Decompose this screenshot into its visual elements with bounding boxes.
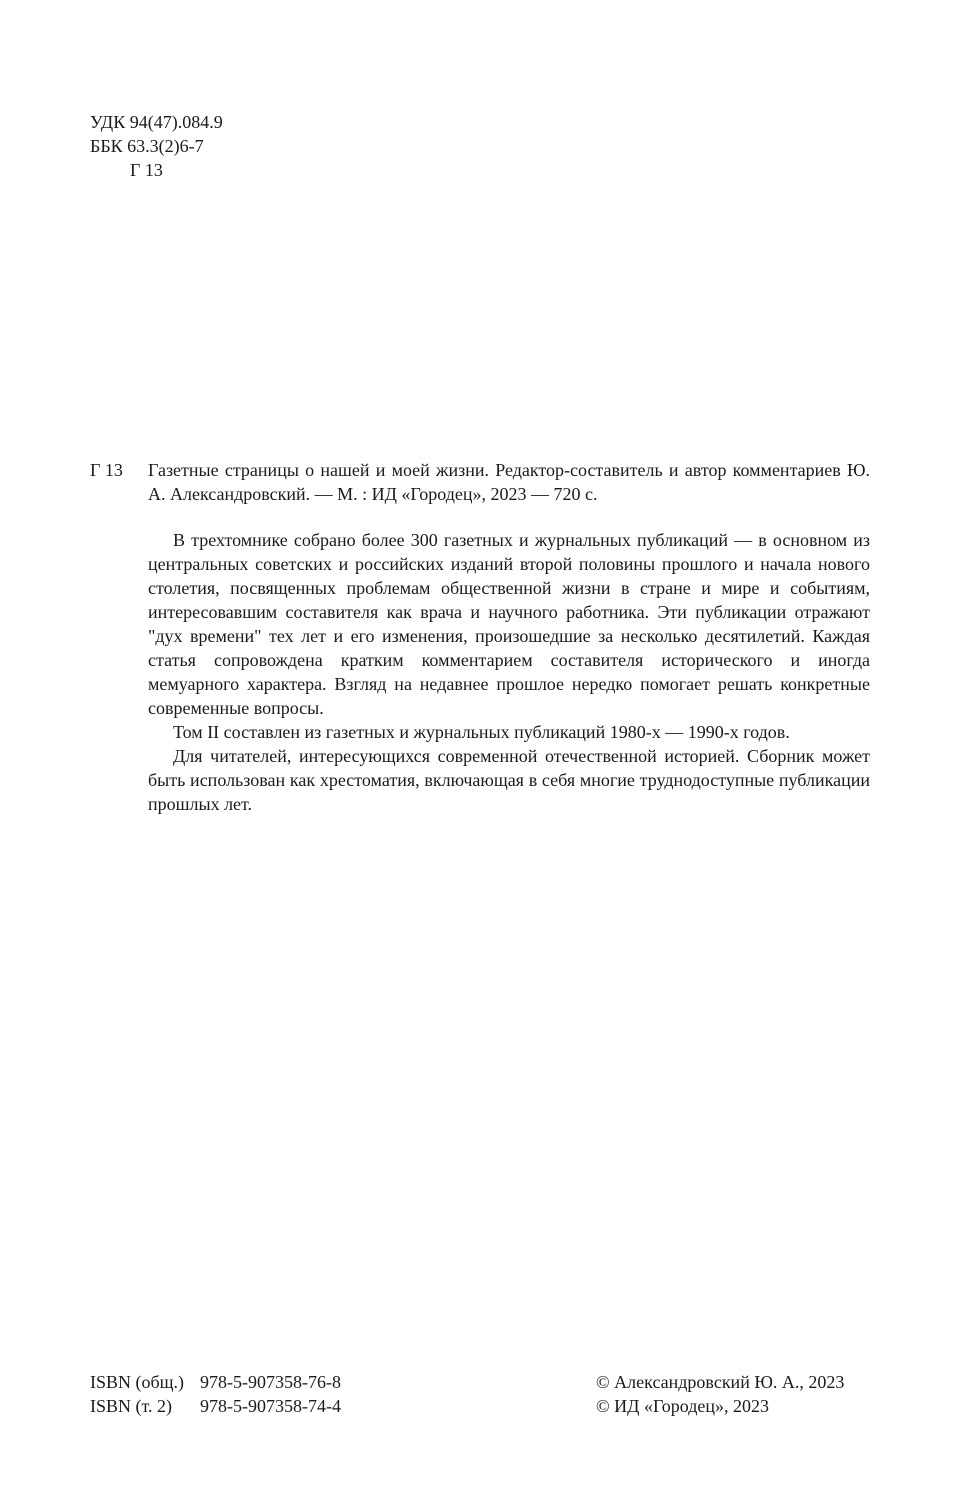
isbn-list [90,1370,341,1418]
author-mark: Г 13 [130,160,163,180]
isbn-row [90,1394,341,1418]
isbn-label: ISBN (общ.) [90,1372,185,1392]
abstract-paragraph: Том II составлен из газетных и журнальных публикаций 1980-х — 1990-х годов. [173,722,790,742]
isbn-row [90,1370,341,1394]
bbk-code: ББК 63.3(2)6-7 [90,136,204,156]
abstract [148,528,870,816]
isbn-label: ISBN (т. 2) [90,1396,173,1416]
bibliographic-description-text: Газетные страницы о нашей и моей жизни. Редактор-составитель и автор комментариев Ю. А. Александровский. — М. : ИД «Городец», 2023 — 720 с. [148,460,870,504]
abstract-paragraph: Для читателей, интересующихся современной отечественной историей. Сборник может быть использован как хрестоматия, включающая в себя многие труднодоступные публикации прошлых лет. [148,746,870,814]
udk-code: УДК 94(47).084.9 [90,112,223,132]
copyright-line: © ИД «Городец», 2023 [596,1396,770,1416]
classification-codes [90,110,223,182]
copyright-notices [596,1370,844,1418]
bibliographic-author-mark: Г 13 [90,460,123,480]
abstract-paragraph: В трехтомнике собрано более 300 газетных и журнальных публикаций — в основном из центральных советских и российских изданий второй половины прошлого и начала нового столетия, посвященных проблемам общественной жизни в стране и мире и событиям, интересовавшим составителя как врача и научного работника. Эти публикации отражают "дух времени" тех лет и его изменения, произошедшие за несколько десятилетий. Каждая статья сопровождена кратким комментарием составителя исторического и иногда мемуарного характера. Взгляд на недавнее прошлое нередко помогает решать конкретные современные вопросы. [148,530,870,718]
copyright-line: © Александровский Ю. А., 2023 [596,1372,845,1392]
isbn-value: 978-5-907358-76-8 [200,1372,341,1392]
isbn-value: 978-5-907358-74-4 [200,1396,341,1416]
bibliographic-description [148,458,870,506]
